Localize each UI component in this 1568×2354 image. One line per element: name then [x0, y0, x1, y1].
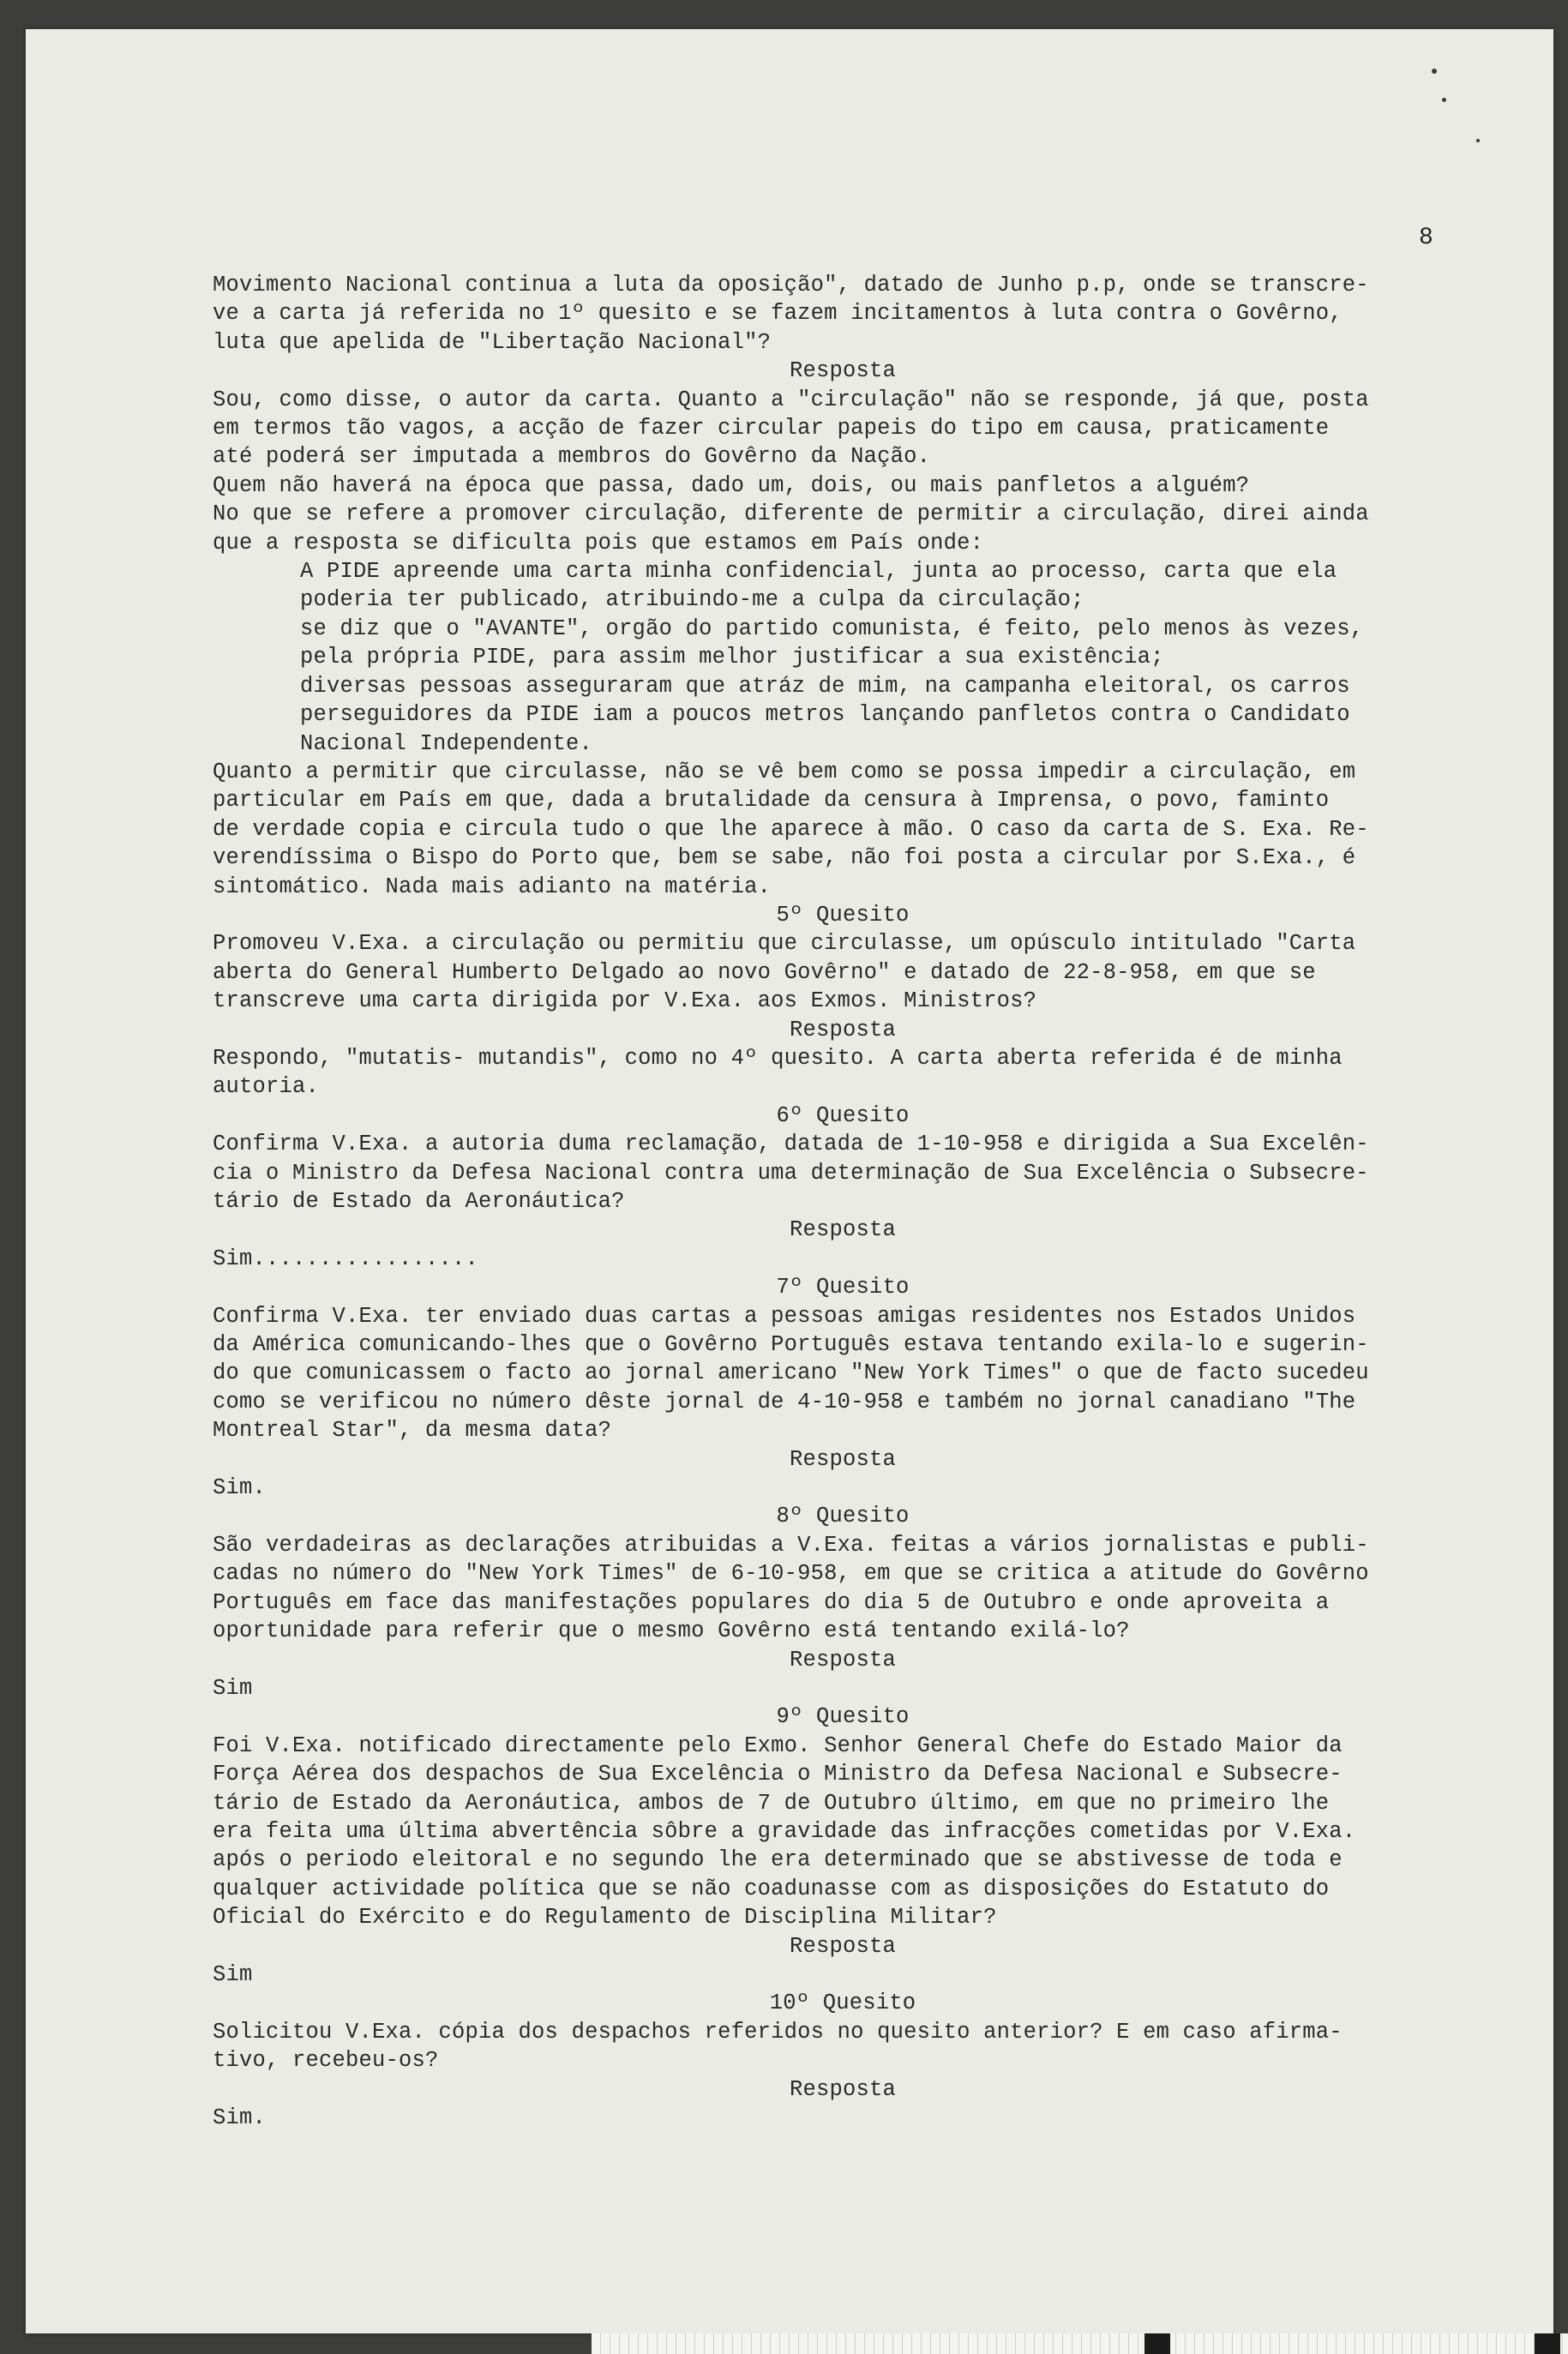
- text-line: Promoveu V.Exa. a circulação ou permitiu que circulasse, um opúsculo intitulado "Carta: [213, 931, 1356, 957]
- text-line: como se verificou no número dêste jornal de 4-10-958 e também no jornal canadiano "The: [213, 1389, 1356, 1414]
- section-heading: 9º Quesito: [776, 1704, 910, 1730]
- ink-mark: [1432, 69, 1437, 74]
- section-heading: Resposta: [789, 1217, 897, 1243]
- text-line: sintomático. Nada mais adianto na matéria.: [213, 874, 772, 899]
- text-line: Movimento Nacional continua a luta da oposição", datado de Junho p.p, onde se transcre-: [213, 273, 1369, 297]
- ink-mark: [1476, 139, 1480, 142]
- section-heading: 8º Quesito: [776, 1504, 910, 1529]
- text-line: Força Aérea dos despachos de Sua Excelência o Ministro da Defesa Nacional e Subsecre-: [213, 1762, 1343, 1787]
- section-heading: Resposta: [789, 1933, 897, 1959]
- section-heading: 6º Quesito: [776, 1102, 910, 1128]
- text-line: No que se refere a promover circulação, diferente de permitir a circulação, direi ainda: [213, 501, 1369, 527]
- section-heading: 7º Quesito: [776, 1275, 910, 1300]
- text-line: Confirma V.Exa. a autoria duma reclamação, datada de 1-10-958 e dirigida a Sua Excelên-: [213, 1132, 1369, 1157]
- text-line: Confirma V.Exa. ter enviado duas cartas a pessoas amigas residentes nos Estados Unidos: [213, 1303, 1356, 1329]
- text-line: verendíssima o Bispo do Porto que, bem se sabe, não foi posta a circular por S.Exa., é: [213, 845, 1356, 871]
- text-line: Sim.: [213, 1475, 267, 1501]
- section-heading: 10º Quesito: [769, 1991, 916, 2016]
- text-line: Montreal Star", da mesma data?: [213, 1418, 612, 1444]
- text-line: São verdadeiras as declarações atribuidas a V.Exa. feitas a vários jornalistas e publi-: [213, 1532, 1369, 1558]
- section-heading: Resposta: [789, 1017, 897, 1042]
- text-line: autoria.: [213, 1074, 320, 1100]
- text-line: Oficial do Exército e do Regulamento de Disciplina Militar?: [213, 1905, 997, 1931]
- text-line: se diz que o "AVANTE", orgão do partido comunista, é feito, pelo menos às vezes,: [300, 616, 1364, 641]
- text-line: após o periodo eleitoral e no segundo lhe era determinado que se abstivesse de toda e: [213, 1847, 1343, 1873]
- text-line: aberta do General Humberto Delgado ao novo Govêrno" e datado de 22-8-958, em que se: [213, 959, 1316, 985]
- text-line: Sim: [213, 1675, 253, 1701]
- text-line: da América comunicando-lhes que o Govêrno Português estava tentando exila-lo e sugerin-: [213, 1332, 1369, 1358]
- text-line: ve a carta já referida no 1º quesito e se fazem incitamentos à luta contra o Govêrno,: [213, 301, 1343, 327]
- text-line: A PIDE apreende uma carta minha confidencial, junta ao processo, carta que ela: [300, 559, 1337, 585]
- text-line: Nacional Independente.: [300, 730, 593, 756]
- text-line: particular em País em que, dada a brutalidade da censura à Imprensa, o povo, faminto: [213, 788, 1330, 814]
- text-line: em termos tão vagos, a acção de fazer circular papeis do tipo em causa, praticamente: [213, 416, 1330, 441]
- text-line: Solicitou V.Exa. cópia dos despachos referidos no quesito anterior? E em caso afirma-: [213, 2019, 1343, 2045]
- text-line: do que comunicassem o facto ao jornal americano "New York Times" o que de facto sucedeu: [213, 1360, 1369, 1386]
- section-heading: Resposta: [789, 1446, 897, 1472]
- text-line: Respondo, "mutatis- mutandis", como no 4º quesito. A carta aberta referida é de minha: [213, 1045, 1343, 1071]
- page-number: 8: [1419, 225, 1433, 251]
- text-line: Foi V.Exa. notificado directamente pelo Exmo. Senhor General Chefe do Estado Maior da: [213, 1732, 1343, 1758]
- measurement-ruler: [592, 2333, 1568, 2354]
- text-line: Quem não haverá na época que passa, dado um, dois, ou mais panfletos a alguém?: [213, 472, 1250, 498]
- text-line: luta que apelida de "Libertação Nacional"?: [213, 329, 772, 355]
- text-line: transcreve uma carta dirigida por V.Exa. aos Exmos. Ministros?: [213, 988, 1037, 1014]
- ruler-block: [1535, 2333, 1560, 2354]
- section-heading: Resposta: [789, 1647, 897, 1672]
- text-line: Quanto a permitir que circulasse, não se vê bem como se possa impedir a circulação, em: [213, 759, 1356, 784]
- text-line: Sim: [213, 1961, 253, 1987]
- text-line: Sim.................: [213, 1246, 479, 1271]
- ink-mark: [1442, 98, 1446, 102]
- text-line: oportunidade para referir que o mesmo Govêrno está tentando exilá-lo?: [213, 1618, 1130, 1644]
- text-line: de verdade copia e circula tudo o que lhe aparece à mão. O caso da carta de S. Exa. Re-: [213, 816, 1369, 842]
- text-line: poderia ter publicado, atribuindo-me a culpa da circulação;: [300, 587, 1084, 613]
- text-line: até poderá ser imputada a membros do Govêrno da Nação.: [213, 444, 931, 470]
- text-line: tário de Estado da Aeronáutica, ambos de 7 de Outubro último, em que no primeiro lhe: [213, 1790, 1330, 1816]
- text-line: que a resposta se dificulta pois que estamos em País onde:: [213, 530, 984, 555]
- typed-text-body: [213, 271, 1473, 2132]
- text-line: tivo, recebeu-os?: [213, 2048, 439, 2074]
- text-line: Sou, como disse, o autor da carta. Quanto a "circulação" não se responde, já que, posta: [213, 387, 1369, 412]
- text-line: diversas pessoas asseguraram que atráz de mim, na campanha eleitoral, os carros: [300, 673, 1350, 699]
- text-line: tário de Estado da Aeronáutica?: [213, 1189, 625, 1214]
- text-line: Sim.: [213, 2105, 267, 2130]
- text-line: cadas no número do "New York Times" de 6-10-958, em que se critica a atitude do Govêrno: [213, 1561, 1369, 1587]
- text-line: qualquer actividade política que se não coadunasse com as disposições do Estatuto do: [213, 1876, 1330, 1901]
- section-heading: Resposta: [789, 358, 897, 384]
- text-line: Português em face das manifestações populares do dia 5 de Outubro e onde aproveita a: [213, 1589, 1330, 1615]
- section-heading: 5º Quesito: [776, 902, 910, 928]
- document-page: [26, 29, 1553, 2333]
- text-line: pela própria PIDE, para assim melhor justificar a sua existência;: [300, 645, 1164, 670]
- section-heading: Resposta: [789, 2076, 897, 2102]
- ruler-block: [1144, 2333, 1170, 2354]
- text-line: era feita uma última abvertência sôbre a gravidade das infracções cometidas por V.Exa.: [213, 1818, 1356, 1844]
- text-line: cia o Ministro da Defesa Nacional contra uma determinação de Sua Excelência o Subsecre-: [213, 1160, 1369, 1186]
- text-line: perseguidores da PIDE iam a poucos metros lançando panfletos contra o Candidato: [300, 702, 1350, 728]
